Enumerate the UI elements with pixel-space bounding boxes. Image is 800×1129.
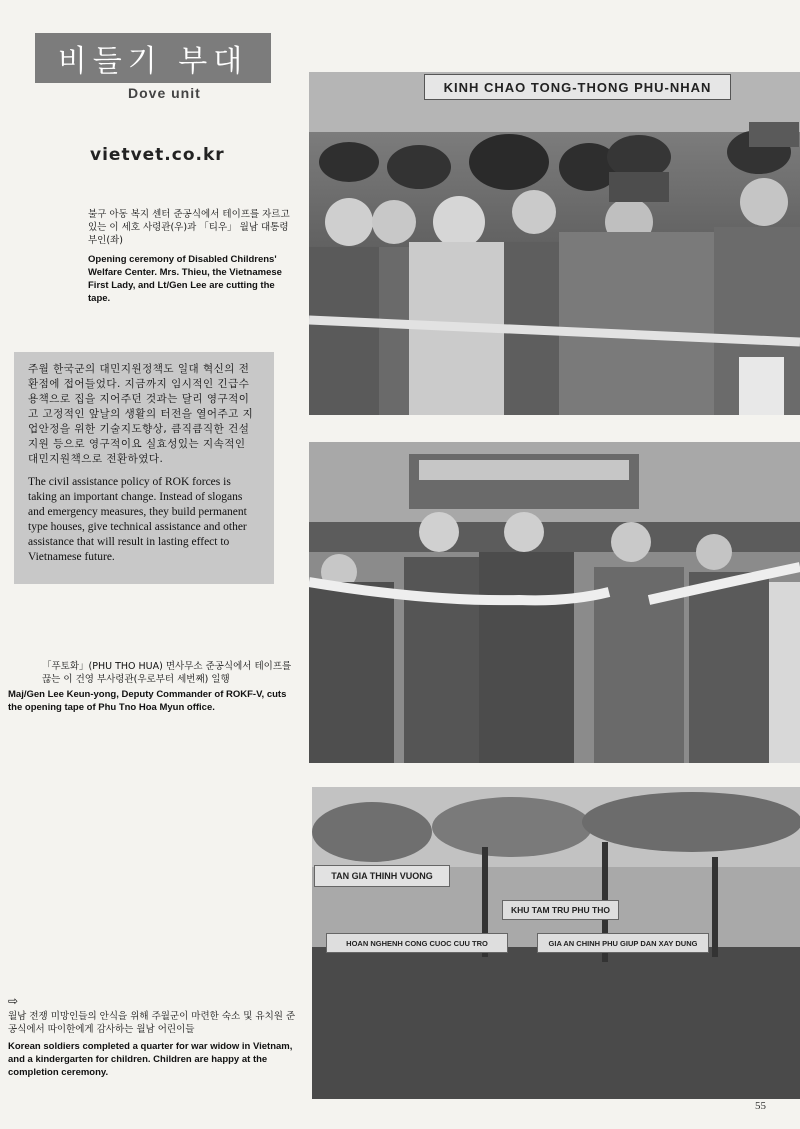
page-title: 비들기 부대 (35, 33, 271, 83)
caption-photo-4 (8, 995, 298, 1079)
photo-3-sign-housing: KHU TAM TRU PHU THO (502, 900, 619, 920)
page-number: 55 (755, 1100, 766, 1112)
photo-1-illustration (309, 72, 800, 415)
caption-4-korean: ⇨ 월남 전쟁 미망인들의 안식을 위해 주월군이 마련한 숙소 및 유치원 준공식에서 따이한에게 감사하는 월남 어린이들 (8, 995, 298, 1036)
photo-3-sign-prosperity: TAN GIA THINH VUONG (314, 865, 450, 887)
photo-1-welcome-banner: KINH CHAO TONG-THONG PHU-NHAN (424, 74, 731, 100)
body-text-korean: 주월 한국군의 대민지원정책도 일대 혁신의 전환점에 접어들었다. 지금까지 임시적인 긴급수용책으로 집을 지어주던 것과는 달리 영구적이고 고정적인 앞날의 생활의 터전을 열어주고 지업안정을 위한 기술지도향상, 큼직큼직한 건설지원 등으로 영구적이요 실효성있는 지속적인 대민지원책으로 전환하였다. (28, 363, 254, 465)
caption-1-english: Opening ceremony of Disabled Childrens' Welfare Center. Mrs. Thieu, the Vietnamese First Lady, and Lt/Gen Lee are cutting the tape. (88, 254, 282, 304)
photo-3-sign-welcome: HOAN NGHENH CONG CUOC CUU TRO (326, 933, 508, 953)
caption-2-english: Maj/Gen Lee Keun-yong, Deputy Commander of ROKF-V, cuts the opening tape of Phu Tno Hoa Myun office. (8, 689, 287, 713)
watermark: vietvet.co.kr (90, 145, 225, 165)
photo-3-sign-government: GIA AN CHINH PHU GIUP DAN XAY DUNG (537, 933, 709, 953)
photo-2-illustration (309, 442, 800, 763)
body-text-english: The civil assistance policy of ROK forces is taking an important change. Instead of slogans and emergency measures, they build permanent type houses, give technical assistance and other assistance that will result in lasting effect to Vietnamese future. (28, 476, 247, 563)
caption-1-korean: 불구 아동 복지 센터 준공식에서 테이프를 자르고 있는 이 세호 사령관(우)과 「티우」 월남 대통령 부인(좌) (88, 209, 290, 246)
caption-photo-1 (88, 208, 298, 305)
photo-refugee-housing-ceremony (312, 787, 800, 1099)
page-subtitle: Dove unit (128, 85, 201, 101)
caption-4-english: Korean soldiers completed a quarter for war widow in Vietnam, and a kindergarten for children. Children are happy at the completion ceremony. (8, 1041, 293, 1078)
caption-2-korean: 「푸토화」(PHU THO HUA) 면사무소 준공식에서 테이프를 끊는 이 건영 부사령관(우로부터 세번째) 일행 (42, 661, 292, 685)
arrow-right-icon: ⇨ (8, 994, 19, 1008)
caption-photo-2 (8, 660, 300, 714)
photo-ribbon-cutting-first-lady (309, 72, 800, 415)
body-text-box (14, 352, 274, 584)
photo-ribbon-cutting-phu-tho-hoa (309, 442, 800, 763)
